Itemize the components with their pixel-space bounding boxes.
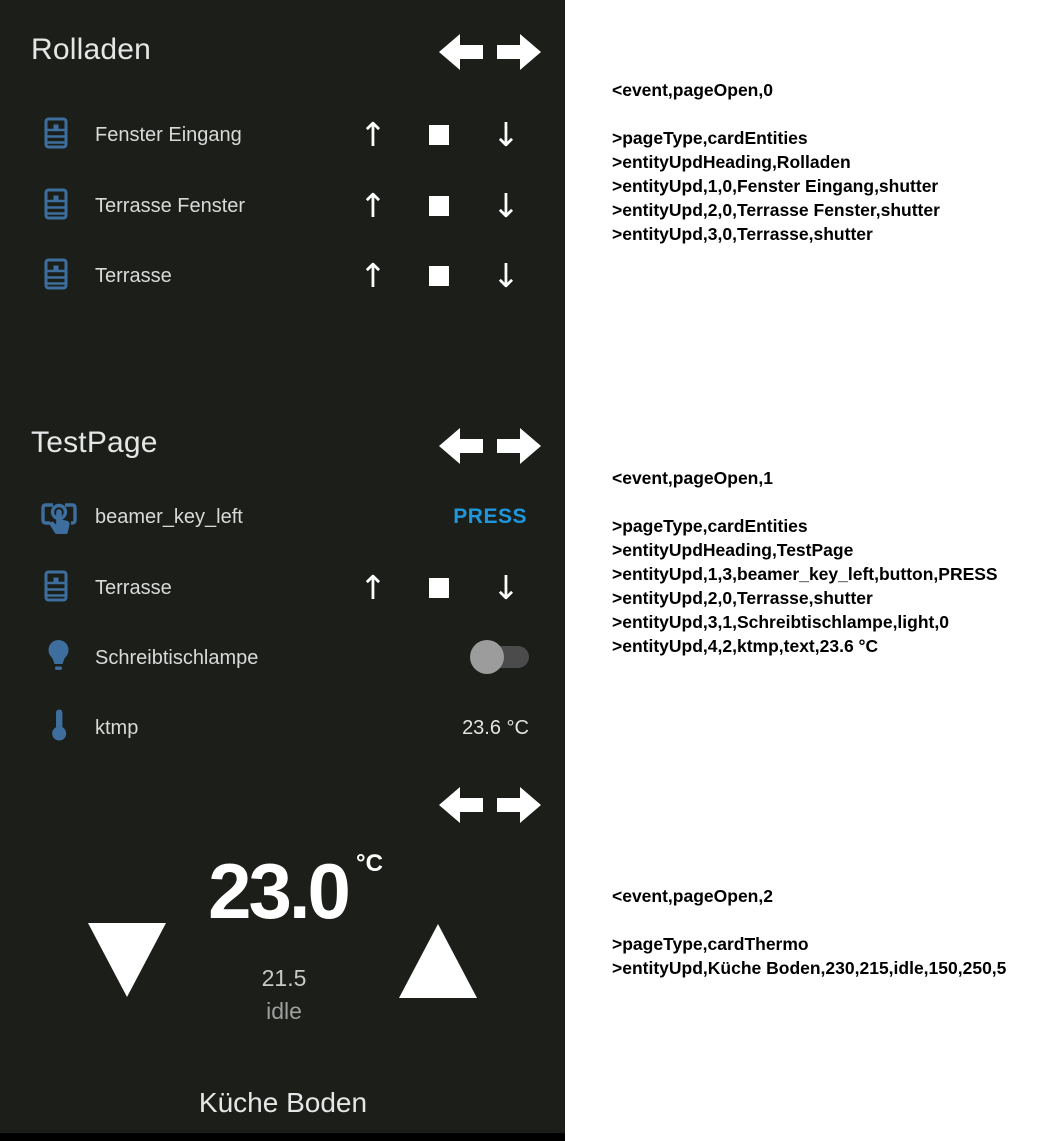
shutter-icon	[44, 570, 68, 602]
arrow-left-icon	[439, 428, 485, 464]
next-page-button[interactable]	[497, 34, 543, 70]
toggle-knob	[470, 640, 504, 674]
entity-label: Terrasse	[95, 265, 172, 287]
press-button[interactable]: PRESS	[453, 495, 527, 539]
thermometer-icon	[51, 708, 67, 741]
entity-label: beamer_key_left	[95, 506, 243, 528]
page-heading: Rolladen	[31, 33, 152, 66]
arrow-right-icon	[497, 428, 543, 464]
shutter-up-button[interactable]: ↑	[351, 184, 395, 228]
log-block-page0	[612, 78, 1042, 246]
log-line: >entityUpd,3,1,Schreibtischlampe,light,0	[612, 612, 949, 632]
entity-label: Terrasse	[95, 577, 172, 599]
thermo-title: Küche Boden	[198, 1087, 368, 1118]
entity-row	[0, 706, 565, 750]
next-page-button[interactable]	[497, 787, 543, 823]
lightbulb-icon	[46, 639, 71, 673]
stop-square-icon	[429, 196, 449, 216]
entity-label: ktmp	[95, 717, 139, 739]
log-line	[612, 102, 1042, 126]
log-line	[612, 490, 1042, 514]
log-line: <event,pageOpen,0	[612, 80, 773, 100]
entity-row	[0, 495, 565, 539]
setpoint-value: 21.5	[261, 965, 307, 991]
shutter-icon	[44, 117, 68, 149]
stop-square-icon	[429, 578, 449, 598]
shutter-up-button[interactable]: ↑	[351, 254, 395, 298]
log-line: >entityUpdHeading,Rolladen	[612, 152, 851, 172]
shutter-up-button[interactable]: ↑	[351, 566, 395, 610]
log-line: >entityUpd,2,0,Terrasse Fenster,shutter	[612, 200, 940, 220]
entity-label: Fenster Eingang	[95, 124, 242, 146]
panel-bottom-bezel	[0, 1133, 565, 1141]
shutter-down-button[interactable]: ↓	[484, 254, 528, 298]
log-line: >entityUpd,2,0,Terrasse,shutter	[612, 588, 873, 608]
log-line: >entityUpd,Küche Boden,230,215,idle,150,250,5	[612, 958, 1007, 978]
arrow-right-icon	[497, 787, 543, 823]
shutter-stop-button[interactable]	[417, 566, 461, 610]
page-heading: TestPage	[31, 426, 158, 459]
log-block-page1	[612, 466, 1042, 658]
temp-down-button[interactable]	[88, 923, 166, 997]
log-line: >entityUpd,4,2,ktmp,text,23.6 °C	[612, 636, 879, 656]
stop-square-icon	[429, 266, 449, 286]
shutter-stop-button[interactable]	[417, 254, 461, 298]
gesture-tap-button-icon	[41, 498, 77, 536]
current-temp-value: 23.0	[208, 847, 348, 935]
arrow-left-icon	[439, 787, 485, 823]
prev-page-button[interactable]	[439, 428, 485, 464]
entity-label: Terrasse Fenster	[95, 195, 246, 217]
next-page-button[interactable]	[497, 428, 543, 464]
entity-row	[0, 184, 565, 228]
log-line: <event,pageOpen,1	[612, 468, 773, 488]
log-line: >entityUpd,1,3,beamer_key_left,button,PRESS	[612, 564, 998, 584]
shutter-down-button[interactable]: ↓	[484, 113, 528, 157]
log-line: >entityUpdHeading,TestPage	[612, 540, 854, 560]
shutter-down-button[interactable]: ↓	[484, 566, 528, 610]
prev-page-button[interactable]	[439, 787, 485, 823]
log-line: >pageType,cardThermo	[612, 934, 809, 954]
shutter-icon	[44, 188, 68, 220]
hvac-state-label: idle	[266, 998, 302, 1024]
shutter-stop-button[interactable]	[417, 113, 461, 157]
arrow-left-icon	[439, 34, 485, 70]
entity-row	[0, 254, 565, 298]
temp-unit: °C	[356, 850, 383, 877]
log-line: >entityUpd,1,0,Fenster Eingang,shutter	[612, 176, 939, 196]
log-line: >pageType,cardEntities	[612, 516, 808, 536]
entity-row	[0, 636, 565, 680]
shutter-icon	[44, 258, 68, 290]
log-line: >entityUpd,3,0,Terrasse,shutter	[612, 224, 873, 244]
log-block-page2	[612, 884, 1042, 980]
log-line: <event,pageOpen,2	[612, 886, 773, 906]
shutter-up-button[interactable]: ↑	[351, 113, 395, 157]
entity-row	[0, 113, 565, 157]
entity-value: 23.6 °C	[462, 717, 529, 739]
log-line: >pageType,cardEntities	[612, 128, 808, 148]
log-line	[612, 908, 1042, 932]
shutter-down-button[interactable]: ↓	[484, 184, 528, 228]
shutter-stop-button[interactable]	[417, 184, 461, 228]
stop-square-icon	[429, 125, 449, 145]
temp-up-button[interactable]	[399, 924, 477, 998]
entity-row	[0, 566, 565, 610]
entity-label: Schreibtischlampe	[95, 647, 259, 669]
light-toggle[interactable]	[466, 637, 536, 677]
arrow-right-icon	[497, 34, 543, 70]
prev-page-button[interactable]	[439, 34, 485, 70]
